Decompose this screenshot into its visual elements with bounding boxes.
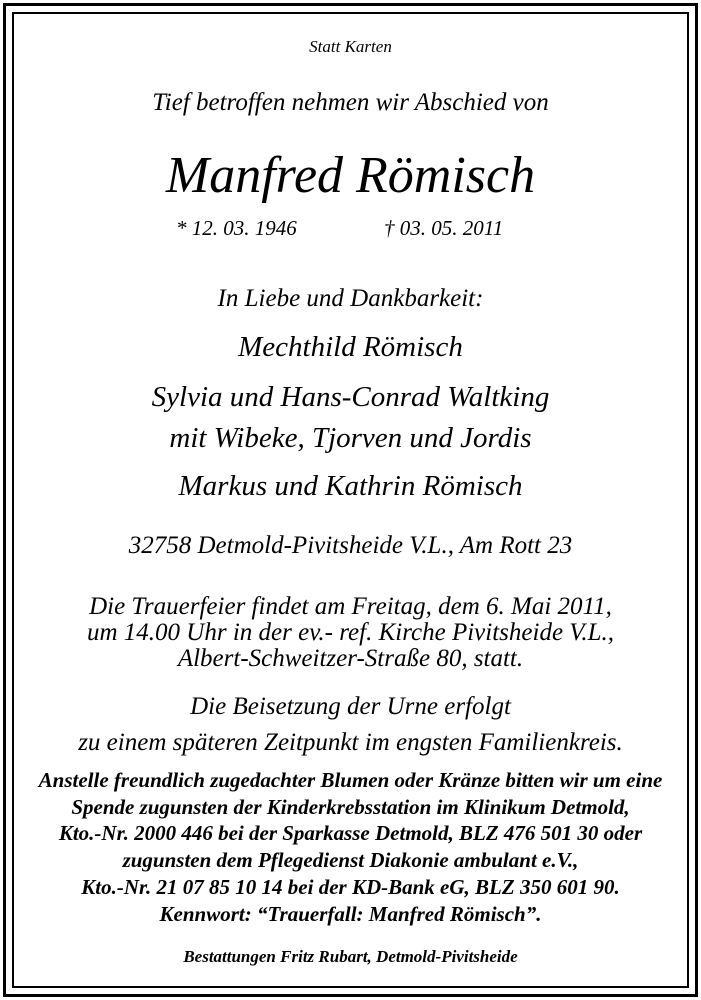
family-line: Markus und Kathrin Römisch [178,470,523,502]
funeral-home: Bestattungen Fritz Rubart, Detmold-Pivitsheide [183,947,518,966]
ceremony-line: Albert-Schweitzer-Straße 80, statt. [177,645,524,672]
family-line: mit Wibeke, Tjorven und Jordis [169,422,532,454]
birth-date: * 12. 03. 1946 [176,216,297,240]
address: 32758 Detmold-Pivitsheide V.L., Am Rott 23 [128,532,573,559]
ceremony-line: um 14.00 Uhr in der ev.- ref. Kirche Pivitsheide V.L., [86,619,614,646]
donation-line: Kto.-Nr. 21 07 85 10 14 bei der KD-Bank eG, BLZ 350 601 90. [81,875,620,899]
death-date: † 03. 05. 2011 [384,216,504,240]
ceremony-line: Die Trauerfeier findet am Freitag, dem 6. Mai 2011, [89,593,612,620]
family-line: Mechthild Römisch [238,331,463,363]
donation-line: Kennwort: “Trauerfall: Manfred Römisch”. [159,902,542,926]
donation-line: Kto.-Nr. 2000 446 bei der Sparkasse Detmold, BLZ 476 501 30 oder [58,821,643,845]
deceased-name: Manfred Römisch [165,147,536,204]
burial-line: zu einem späteren Zeitpunkt im engsten Familienkreis. [78,729,623,756]
donation-line: Spende zugunsten der Kinderkrebsstation im Klinikum Detmold, [71,795,630,819]
life-dates [0,216,701,240]
donation-line: Anstelle freundlich zugedachter Blumen oder Kränze bitten wir um eine [38,768,663,792]
statt-karten: Statt Karten [309,37,392,56]
donation-line: zugunsten dem Pflegedienst Diakonie ambulant e.V., [122,848,579,872]
burial-line: Die Beisetzung der Urne erfolgt [190,693,511,720]
family-line: Sylvia und Hans-Conrad Waltking [151,381,550,413]
family-heading: In Liebe und Dankbarkeit: [217,285,484,312]
intro-line: Tief betroffen nehmen wir Abschied von [152,89,549,116]
